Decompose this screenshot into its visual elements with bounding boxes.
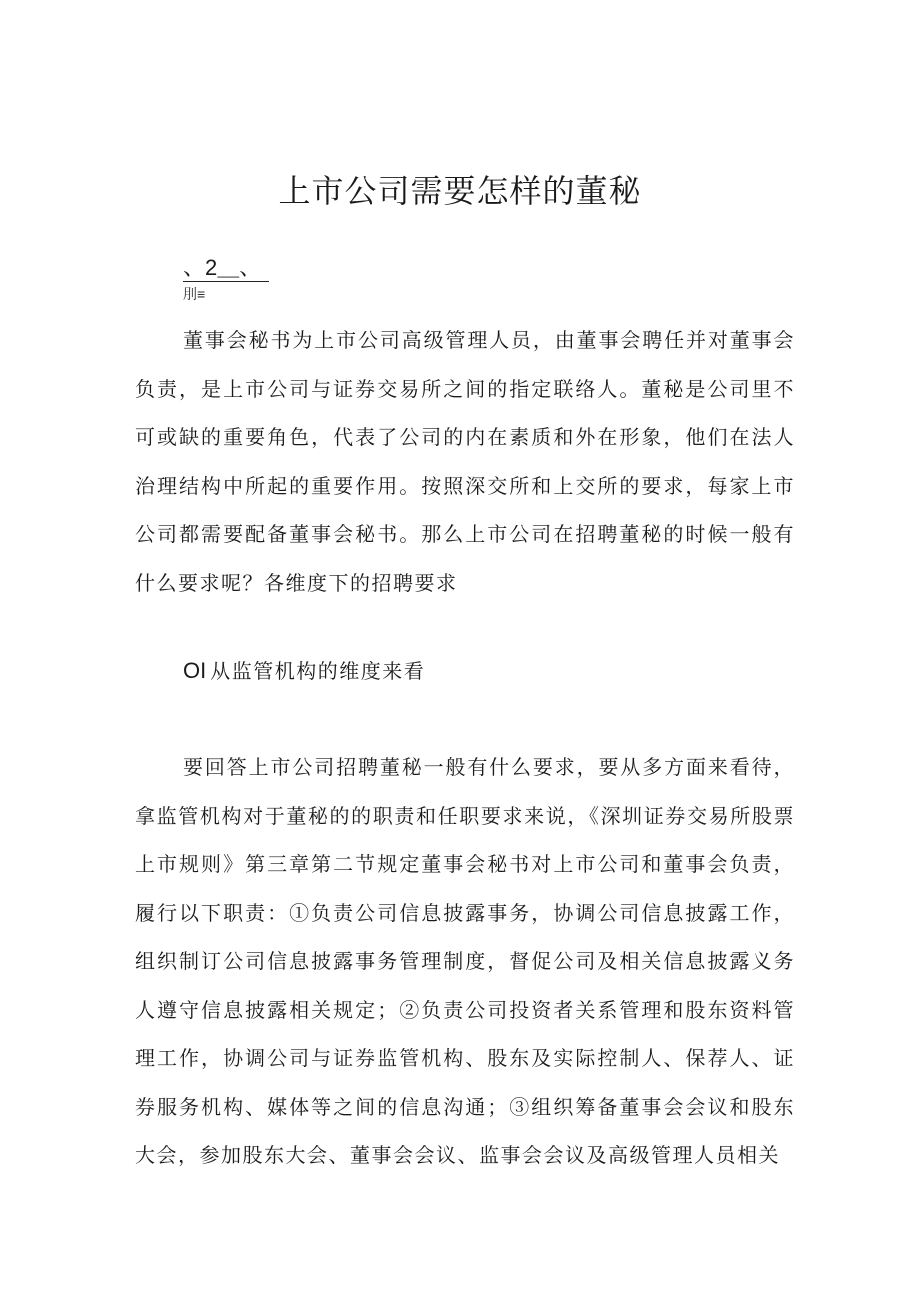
section-heading-number: OI: [183, 658, 207, 683]
page-title: 上市公司需要怎样的董秘: [278, 172, 642, 210]
section-marker-sub: 刖≡: [183, 286, 206, 302]
intro-paragraph: 董事会秘书为上市公司高级管理人员，由董事会聘任并对董事会负责，是上市公司与证券交易所之间的指定联络人。董秘是公司里不可或缺的重要角色，代表了公司的内在素质和外在形象，他们在法人治理结构中所起的重要作用。按照深交所和上交所的要求，每家上市公司都需要配备董事会秘书。那么上市公司在招聘董秘的时候一般有什么要求呢？各维度下的招聘要求: [135, 328, 795, 595]
section-heading: [183, 656, 425, 686]
section-heading-text: 从监管机构的维度来看: [210, 659, 426, 683]
section-marker: 、2＿、: [183, 255, 269, 282]
body-paragraph: 要回答上市公司招聘董秘一般有什么要求，要从多方面来看待，拿监管机构对于董秘的的职责和任职要求来说，《深圳证券交易所股票上市规则》第三章第二节规定董事会秘书对上市公司和董事会负责，履行以下职责：①负责公司信息披露事务，协调公司信息披露工作，组织制订公司信息披露事务管理制度，督促公司及相关信息披露义务人遵守信息披露相关规定；②负责公司投资者关系管理和股东资料管理工作，协调公司与证券监管机构、股东及实际控制人、保荐人、证券服务机构、媒体等之间的信息沟通；③组织筹备董事会会议和股东大会，参加股东大会、董事会会议、监事会会议及高级管理人员相关: [135, 755, 795, 1167]
